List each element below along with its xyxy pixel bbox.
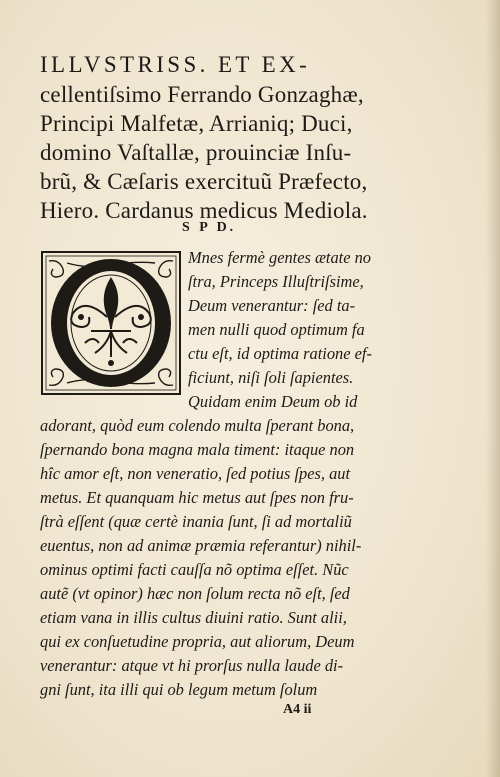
body-line-4: men nulli quod optimum fa: [188, 320, 365, 339]
salutation: S P D.: [182, 220, 237, 235]
body-line-17: qui ex conſuetudine propria, aut aliorum, Deum: [40, 632, 355, 651]
body-line-2: ſtra, Princeps Illuſtriſsime,: [188, 272, 364, 291]
body-line-7: Quidam enim Deum ob id: [188, 392, 358, 411]
heading-line-2: cellentiſsimo Ferrando Gonzaghæ,: [40, 82, 364, 107]
body-line-15: autẽ (vt opinor) hæc non ſolum recta nõ eſt, ſed: [40, 584, 350, 603]
heading-line-4: domino Vaſtallæ, prouinciæ Inſu-: [40, 140, 352, 165]
body-line-14: ominus optimi facti cauſſa nõ optima eſſet. Nũc: [40, 560, 349, 579]
body-line-11: metus. Et quanquam hic metus aut ſpes non fru-: [40, 488, 354, 507]
body-line-9: ſpernando bona magna mala timent: itaque non: [40, 440, 355, 459]
body-line-10: hîc amor eſt, non veneratio, ſed potius ſpes, aut: [40, 464, 351, 483]
body-line-18: venerantur: atque vt hi prorſus nulla laude di-: [40, 656, 344, 675]
fleur-de-lis-ornament-icon: [41, 251, 181, 395]
heading-line-1: ILLVSTRISS. ET EX-: [40, 52, 311, 77]
heading-line-3: Principi Malfetæ, Arrianiq; Duci,: [40, 111, 353, 136]
heading-line-6: Hiero. Cardanus medicus Mediola.: [40, 198, 368, 223]
signature-mark: A4 ii: [283, 702, 312, 717]
heading-line-5: brũ, & Cæſaris exercituũ Præfecto,: [40, 169, 368, 194]
decorated-initial-o: [41, 251, 181, 395]
body-line-1: Mnes fermè gentes ætate no: [188, 248, 371, 267]
page-gutter-shadow: [486, 0, 500, 777]
body-line-6: ficiunt, niſi ſoli ſapientes.: [188, 368, 354, 387]
body-line-3: Deum venerantur: ſed ta-: [188, 296, 356, 315]
body-line-19: gni ſunt, ita illi qui ob legum metum ſolum: [40, 680, 318, 699]
body-line-5: ctu eſt, id optima ratione ef-: [188, 344, 372, 363]
body-line-12: ſtrà eſſent (quæ certè inania ſunt, ſi ad mortaliũ: [40, 512, 352, 531]
body-line-16: etiam vana in illis cultus diuini ratio. Sunt alii,: [40, 608, 347, 627]
body-line-13: euentus, non ad animæ præmia referantur) nihil-: [40, 536, 362, 555]
body-line-8: adorant, quòd eum colendo multa ſperant bona,: [40, 416, 355, 435]
